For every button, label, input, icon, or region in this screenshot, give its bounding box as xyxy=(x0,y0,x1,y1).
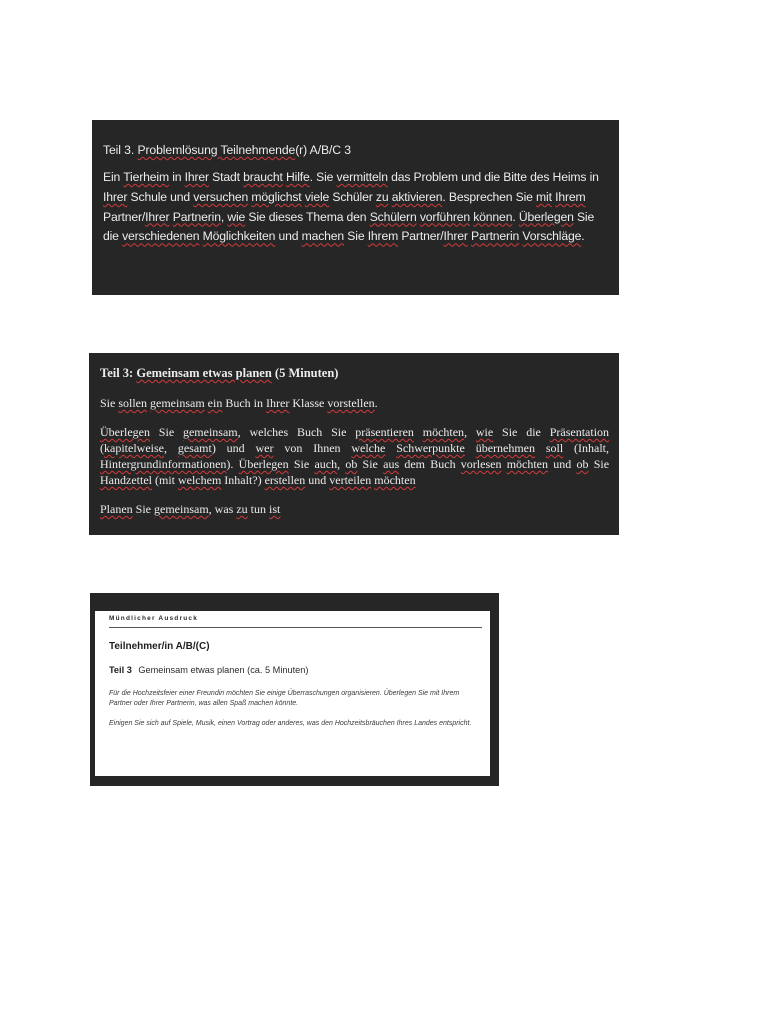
heading-title: Problemlösung Teilnehmende xyxy=(137,143,296,157)
flagged-word: Ihrem xyxy=(367,229,399,244)
flagged-word: Hilfe xyxy=(285,170,310,184)
text-run: und xyxy=(548,457,577,471)
text-run: in xyxy=(168,170,185,184)
text-run: Schule und xyxy=(127,189,194,204)
text-run: , xyxy=(163,441,178,455)
flagged-word: viele xyxy=(304,189,330,204)
heading-prefix: Teil 3: xyxy=(100,366,137,380)
task-instructions: Einigen Sie sich auf Spiele, Musik, einen Vortrag oder anderes, was den Hochzeitsbräuchen Ihres Landes entspricht. xyxy=(109,720,472,727)
flagged-word: gemeinsam xyxy=(154,502,209,516)
participant-role: Teilnehmer/in A/B/(C) xyxy=(109,641,210,652)
flagged-word: möchten xyxy=(374,473,416,487)
flagged-word: mit xyxy=(536,189,552,204)
task-card-hochzeit xyxy=(90,593,499,786)
text-run: Sie xyxy=(357,457,384,471)
flagged-word: Ihrer xyxy=(443,229,468,244)
text-run: . xyxy=(581,229,585,244)
flagged-word: Partnerin xyxy=(471,229,520,244)
text-run: das Problem und die Bitte des Heims in xyxy=(387,170,599,184)
text-run: Inhalt?) xyxy=(221,473,265,487)
card-paragraph xyxy=(100,501,609,517)
flagged-word: Ihrer xyxy=(184,170,209,184)
flagged-word: versuchen xyxy=(193,189,249,204)
text-run: Schüler xyxy=(329,189,376,204)
task-title: Gemeinsam etwas planen (ca. 5 Minuten) xyxy=(138,665,309,675)
text-run: Ein xyxy=(103,170,124,184)
text-run: von Ihnen xyxy=(273,441,352,455)
text-run: Sie xyxy=(100,396,119,410)
text-run: , welches Buch Sie xyxy=(237,425,356,439)
text-run: und xyxy=(275,229,302,244)
heading-suffix: (5 Minuten) xyxy=(271,366,339,380)
task-card-problemloesung xyxy=(92,120,619,295)
flagged-word: möchten xyxy=(506,457,549,471)
text-run: Klasse xyxy=(289,396,328,410)
text-run: , was xyxy=(208,502,237,516)
task-instructions: Für die Hochzeitsfeier einer Freundin möchten Sie einige Überraschungen organisieren. Überlegen Sie mit Ihrem Partner oder Ihrer Partnerin, was allen Spaß machen könnte. xyxy=(109,690,460,707)
flagged-word: vermitteln xyxy=(336,170,388,184)
flagged-word: kapitelweise xyxy=(104,441,164,455)
flagged-word: Schülern xyxy=(369,209,417,224)
flagged-word: gemeinsam xyxy=(182,425,238,439)
flagged-word: vorlesen xyxy=(460,457,502,471)
text-run: , xyxy=(337,457,346,471)
text-run xyxy=(414,425,423,439)
flagged-word: möglichst xyxy=(251,189,302,204)
flagged-word: Präsentation xyxy=(549,425,610,439)
text-run: . Besprechen Sie xyxy=(442,189,537,204)
flagged-word: Planen xyxy=(100,502,133,516)
flagged-word: vorführen xyxy=(419,209,470,224)
heading-prefix: Teil 3. xyxy=(103,143,138,157)
flagged-word: ob xyxy=(345,457,358,471)
text-run: Sie dieses Thema den xyxy=(245,209,370,224)
text-run: (mit xyxy=(151,473,178,487)
text-run xyxy=(385,441,396,455)
flagged-word: erstellen xyxy=(264,473,306,487)
text-run: dem Buch xyxy=(399,457,461,471)
flagged-word: ob xyxy=(576,457,589,471)
text-run: ). xyxy=(226,457,239,471)
text-run: (Inhalt, xyxy=(563,441,610,455)
card-body-text xyxy=(103,168,609,247)
text-run: Sie xyxy=(132,502,155,516)
text-run: Sie xyxy=(288,457,315,471)
flagged-word: Möglichkeiten xyxy=(202,229,276,244)
flagged-word: Überlegen xyxy=(518,209,574,224)
exam-sheet xyxy=(95,611,490,776)
task-title-row xyxy=(109,665,484,675)
flagged-word: Überlegen xyxy=(100,425,150,439)
text-run: Sie die xyxy=(493,425,550,439)
flagged-word: gemeinsam xyxy=(150,396,205,410)
flagged-word: aus xyxy=(383,457,400,471)
flagged-word: welchem xyxy=(177,473,222,487)
card-paragraph xyxy=(100,424,609,488)
text-run: , xyxy=(464,425,476,439)
flagged-word: machen xyxy=(301,229,345,244)
text-run: ) und xyxy=(211,441,256,455)
flagged-word: Ihrem xyxy=(555,189,586,204)
flagged-word: gesamt xyxy=(177,441,212,455)
text-run xyxy=(465,441,476,455)
flagged-word: Schwerpunkte xyxy=(396,441,465,455)
card-heading xyxy=(100,365,609,381)
flagged-word: ein xyxy=(207,396,223,410)
flagged-word: Partnerin xyxy=(172,209,221,224)
flagged-word: Handzettel xyxy=(100,473,152,487)
text-run: ( xyxy=(100,441,104,455)
text-run: . xyxy=(512,209,519,224)
flagged-word: Ihrer xyxy=(145,209,170,224)
text-run: , xyxy=(220,209,228,224)
text-run: . Sie xyxy=(309,170,337,184)
flagged-word: verschiedenen xyxy=(122,229,200,244)
text-run: Sie xyxy=(588,457,610,471)
text-run: tun xyxy=(247,502,270,516)
text-run: . xyxy=(374,396,378,410)
task-card-gemeinsam-planen xyxy=(89,353,619,535)
flagged-word: Vorschläge xyxy=(522,229,582,244)
card-heading xyxy=(103,141,609,159)
flagged-word: verteilen xyxy=(329,473,372,487)
task-number: Teil 3 xyxy=(109,665,132,675)
flagged-word: übernehmen xyxy=(475,441,535,455)
flagged-word: auch xyxy=(314,457,338,471)
flagged-word: wer xyxy=(255,441,274,455)
flagged-word: aktivieren xyxy=(391,189,443,204)
text-run: Partner/ xyxy=(398,229,444,244)
flagged-word: zu xyxy=(375,189,389,204)
flagged-word: welche xyxy=(351,441,386,455)
card-paragraph xyxy=(100,395,609,411)
text-run: und xyxy=(305,473,330,487)
flagged-word: braucht xyxy=(243,170,283,184)
flagged-word: vorstellen xyxy=(327,396,375,410)
text-run: Stadt xyxy=(208,170,244,184)
text-run: Sie die xyxy=(103,209,595,244)
heading-title: Gemeinsam etwas planen xyxy=(136,366,272,380)
heading-suffix: (r) A/B/C 3 xyxy=(295,143,351,157)
flagged-word: möchten xyxy=(422,425,465,439)
flagged-word: Tierheim xyxy=(123,170,169,184)
flagged-word: ist xyxy=(269,502,281,516)
text-run: Sie xyxy=(149,425,183,439)
flagged-word: zu xyxy=(236,502,248,516)
text-run: Partner/ xyxy=(103,209,146,224)
text-run: Buch in xyxy=(222,396,267,410)
flagged-word: sollen xyxy=(118,396,148,410)
flagged-word: können xyxy=(473,209,513,224)
flagged-word: wie xyxy=(475,425,494,439)
flagged-word: soll xyxy=(545,441,564,455)
flagged-word: präsentieren xyxy=(355,425,414,439)
flagged-word: Überlegen xyxy=(238,457,289,471)
flagged-word: wie xyxy=(227,209,246,224)
section-label: Mündlicher Ausdruck xyxy=(109,615,482,628)
flagged-word: Ihrer xyxy=(103,189,128,204)
text-run xyxy=(535,441,546,455)
flagged-word: Hintergrundinformationen xyxy=(100,457,227,471)
text-run: Sie xyxy=(344,229,368,244)
flagged-word: Ihrer xyxy=(266,396,290,410)
